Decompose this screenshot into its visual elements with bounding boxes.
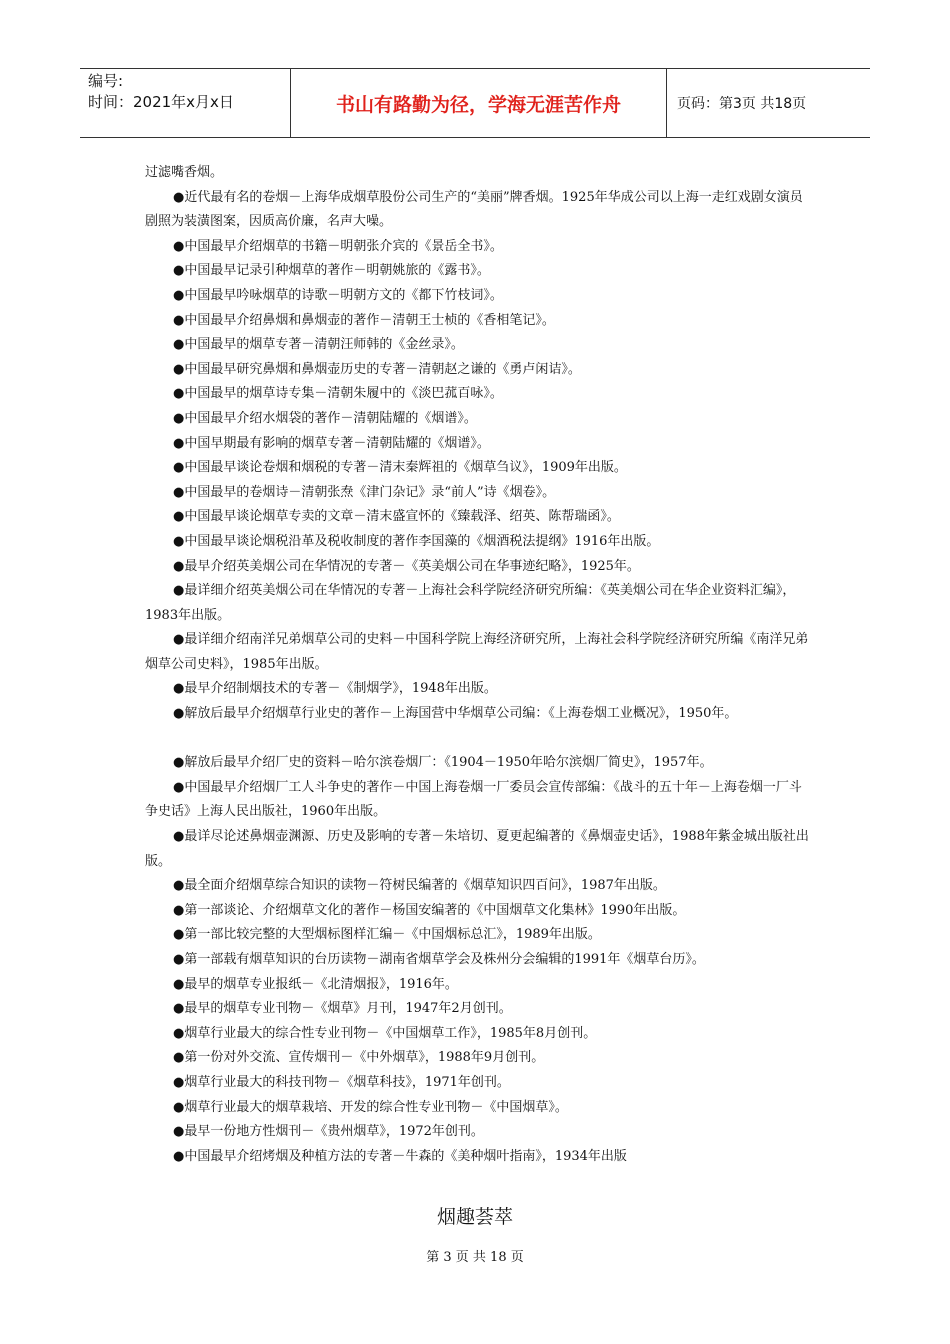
list-item: ●中国最早介绍鼻烟和鼻烟壶的著作－清朝王士桢的《香相笔记》。 [173, 312, 555, 328]
list-item: ●烟草行业最大的综合性专业刊物－《中国烟草工作》，1985年8月创刊。 [173, 1025, 597, 1041]
list-item: ●第一部比较完整的大型烟标图样汇编－《中国烟标总汇》，1989年出版。 [173, 927, 601, 943]
list-item: ●中国最早的烟草专著－清朝汪师韩的《金丝录》。 [173, 337, 464, 353]
list-item: ●最详细介绍英美烟公司在华情况的专著－上海社会科学院经济研究所编：《英美烟公司在华企业资料汇编》，1983年出版。 [145, 583, 796, 623]
list-item: ●解放后最早介绍厂史的资料－哈尔滨卷烟厂：《1904－1950年哈尔滨烟厂简史》，1957年。 [173, 755, 713, 771]
list-item: ●中国最早谈论烟税沿革及税收制度的著作李国藻的《烟酒税法提纲》1916年出版。 [173, 533, 660, 549]
header-meta [80, 69, 291, 137]
list-item: ●中国最早的烟草诗专集－清朝朱履中的《淡巴菰百咏》。 [173, 386, 503, 402]
list-item: ●中国最早介绍烟厂工人斗争史的著作－中国上海卷烟一厂委员会宣传部编：《战斗的五十年－上海卷烟一厂斗争史话》上海人民出版社，1960年出版。 [145, 779, 802, 820]
list-item: ●中国最早研究鼻烟和鼻烟壶历史的专著－清朝赵之谦的《勇卢闲诘》。 [173, 361, 581, 377]
list-item: ●第一部谈论、介绍烟草文化的著作－杨国安编著的《中国烟草文化集林》1990年出版。 [173, 902, 686, 918]
list-item: ●中国最早的卷烟诗－清朝张焘《津门杂记》录“前人”诗《烟卷》。 [173, 484, 556, 500]
list-item: ●第一部载有烟草知识的台历读物－湖南省烟草学会及株州分会编辑的1991年《烟草台历》。 [173, 952, 705, 967]
list-item: ●中国最早介绍水烟袋的著作－清朝陆耀的《烟谱》。 [173, 410, 477, 426]
list-item: ●最早一份地方性烟刊－《贵州烟草》，1972年创刊。 [173, 1124, 484, 1140]
list-item: ●解放后最早介绍烟草行业史的著作－上海国营中华烟草公司编：《上海卷烟工业概况》，1950年。 [173, 706, 738, 722]
list-item: ●中国最早谈论烟草专卖的文章－清末盛宣怀的《臻载泽、绍英、陈帮瑞函》。 [173, 509, 620, 525]
list-item: ●最早的烟草专业报纸－《北清烟报》，1916年。 [173, 976, 458, 992]
list-item: ●中国最早记录引种烟草的著作－明朝姚旅的《露书》。 [173, 263, 490, 279]
body-line: 过滤嘴香烟。 [145, 165, 224, 180]
list-item: ●烟草行业最大的科技刊物－《烟草科技》，1971年创刊。 [173, 1074, 510, 1090]
header-page-info: 页码：第3页 共18页 [677, 96, 807, 112]
list-item: ●烟草行业最大的烟草栽培、开发的综合性专业刊物－《中国烟草》。 [173, 1099, 568, 1115]
document-number-label: 编号: [88, 72, 124, 90]
page-footer: 第 3 页 共 18 页 [426, 1250, 524, 1265]
list-item: ●最全面介绍烟草综合知识的读物－符树民编著的《烟草知识四百问》，1987年出版。 [173, 878, 666, 894]
document-time-label: 时间：2021年x月x日 [88, 93, 234, 111]
document-body [145, 161, 810, 1169]
section-title: 烟趣荟萃 [436, 1206, 513, 1228]
list-item: ●中国最早介绍烟草的书籍－明朝张介宾的《景岳全书》。 [173, 238, 503, 254]
list-item: ●第一份对外交流、宣传烟刊－《中外烟草》，1988年9月创刊。 [173, 1050, 545, 1066]
list-item: ●最早的烟草专业刊物－《烟草》月刊，1947年2月创刊。 [173, 1001, 512, 1017]
list-item: ●最详细介绍南洋兄弟烟草公司的史料－中国科学院上海经济研究所，上海社会科学院经济研究所编《南洋兄弟烟草公司史料》，1985年出版。 [145, 632, 809, 672]
blank-line [145, 727, 810, 752]
list-item: ●中国最早介绍烤烟及种植方法的专著－牛森的《美种烟叶指南》，1934年出版 [173, 1148, 627, 1164]
header-motto: 书山有路勤为径，学海无涯苦作舟 [291, 69, 667, 137]
list-item: ●最早介绍英美烟公司在华情况的专著－《英美烟公司在华事迹纪略》，1925年。 [173, 558, 640, 574]
list-item: ●中国最早谈论卷烟和烟税的专著－清末秦辉祖的《烟草刍议》，1909年出版。 [173, 460, 627, 476]
list-item: ●中国早期最有影响的烟草专著－清朝陆耀的《烟谱》。 [173, 435, 490, 451]
page-header [80, 68, 870, 138]
list-item: ●最详尽论述鼻烟壶渊源、历史及影响的专著－朱培切、夏更起编著的《鼻烟壶史话》，1988年紫金城出版社出版。 [145, 829, 809, 869]
list-item: ●最早介绍制烟技术的专著－《制烟学》，1948年出版。 [173, 681, 497, 697]
list-item: ●中国最早吟咏烟草的诗歌－明朝方文的《都下竹枝词》。 [173, 287, 503, 303]
list-item: ●近代最有名的卷烟－上海华成烟草股份公司生产的“美丽”牌香烟。1925年华成公司以上海一走红戏剧女演员剧照为装潢图案，因质高价廉，名声大噪。 [145, 189, 803, 230]
